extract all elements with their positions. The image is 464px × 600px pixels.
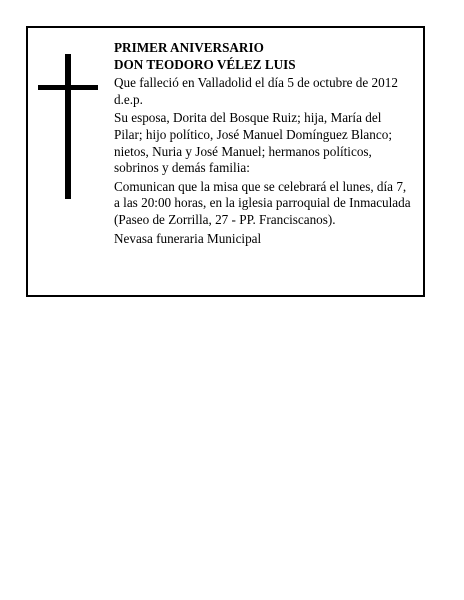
obituary-notice xyxy=(26,26,425,297)
death-paragraph xyxy=(114,75,419,108)
family-line: sobrinos y demás familia: xyxy=(114,160,250,176)
mass-line: Comunican que la misa que se celebrará el lunes, día 7, xyxy=(114,178,407,194)
family-line: nietos, Nuria y José Manuel; hermanos políticos, xyxy=(114,143,372,159)
latin-cross-icon xyxy=(38,54,100,199)
notice-heading: PRIMER ANIVERSARIO xyxy=(114,40,264,55)
cross-horizontal-bar xyxy=(38,85,98,90)
mass-line: (Paseo de Zorrilla, 27 - PP. Franciscanos). xyxy=(114,211,336,227)
family-line: Su esposa, Dorita del Bosque Ruiz; hija, María del xyxy=(114,110,382,126)
family-line: Pilar; hijo político, José Manuel Domínguez Blanco; xyxy=(114,126,392,142)
cross-vertical-bar xyxy=(65,54,71,199)
mass-paragraph xyxy=(114,179,419,229)
mass-line: a las 20:00 horas, en la iglesia parroquial de Inmaculada xyxy=(114,195,411,211)
death-line: d.e.p. xyxy=(114,91,143,107)
funeral-home: Nevasa funeraria Municipal xyxy=(114,230,262,246)
notice-text xyxy=(114,40,419,247)
death-line: Que falleció en Valladolid el día 5 de octubre de 2012 xyxy=(114,75,398,91)
deceased-name: DON TEODORO VÉLEZ LUIS xyxy=(114,56,296,72)
family-paragraph xyxy=(114,110,419,176)
